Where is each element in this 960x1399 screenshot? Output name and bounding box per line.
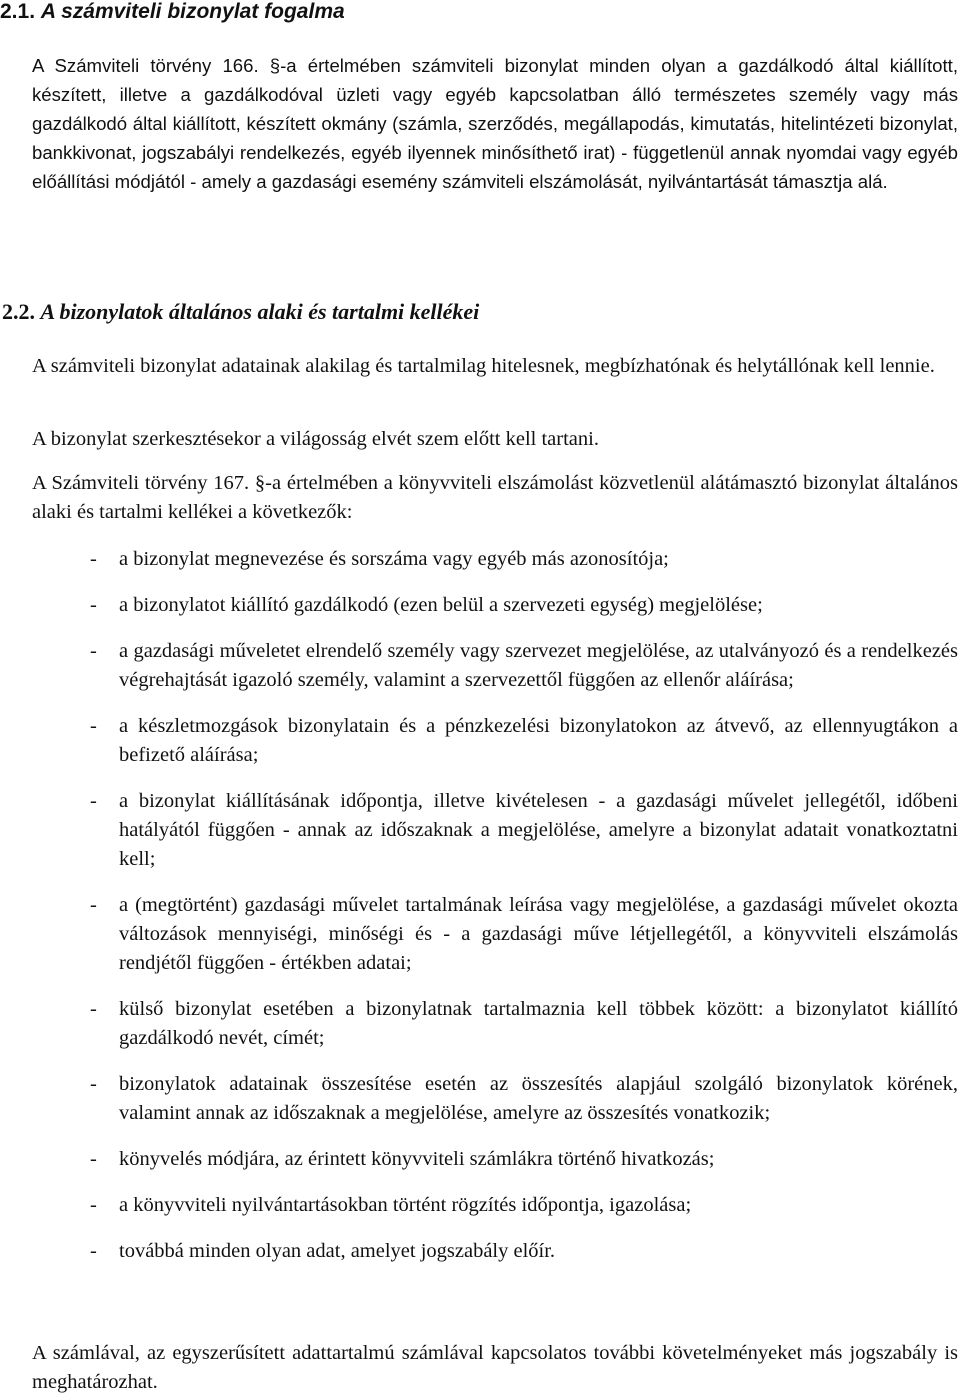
- paragraph-authenticity: A számviteli bizonylat adatainak alakilag és tartalmilag hitelesnek, megbízhatónak és helytállónak kell lennie.: [32, 355, 935, 377]
- paragraph-clarity: A bizonylat szerkesztésekor a világosság elvét szem előtt kell tartani.: [32, 428, 599, 450]
- requirements-list: [32, 545, 958, 1266]
- list-item: [32, 712, 958, 770]
- list-dash: -: [90, 640, 97, 662]
- list-item: [32, 545, 958, 574]
- list-dash: -: [90, 594, 97, 616]
- list-item: [32, 995, 958, 1053]
- list-item-text: bizonylatok adatainak összesítése esetén az összesítés alapjául szolgáló bizonylatok körének, valamint annak az időszaknak a megjelölése, amelyre az összesítés vonatkozik;: [119, 1073, 958, 1124]
- list-item-text: a bizonylat megnevezése és sorszáma vagy egyéb más azonosítója;: [119, 548, 669, 570]
- list-dash: -: [90, 894, 97, 916]
- list-item-text: a könyvviteli nyilvántartásokban történt rögzítés időpontja, igazolása;: [119, 1194, 692, 1216]
- list-item: [32, 1191, 958, 1220]
- list-item-text: a készletmozgások bizonylatain és a pénzkezelési bizonylatokon az átvevő, az ellennyugtákon a befizető aláírása;: [119, 715, 958, 766]
- list-dash: -: [90, 1240, 97, 1262]
- section-number: 2.1.: [0, 0, 36, 23]
- definition-paragraph: A Számviteli törvény 166. §-a értelmében számviteli bizonylat minden olyan a gazdálkodó által kiállított, készített, illetve a gazdálkodóval üzleti vagy egyéb kapcsolatban álló természetes személy vagy más gazdálkodó által kiállított, készített okmány (számla, szerződés, megállapodás, kimutatás, hitelintézeti bizonylat, bankkivonat, jogszabályi rendelkezés, egyéb ilyennek minősíthető irat) - függetlenül annak nyomdai vagy egyéb előállítási módjától - amely a gazdasági esemény számviteli elszámolását, nyilvántartását támasztja alá.: [32, 55, 958, 192]
- section-heading-2-1: [0, 0, 345, 24]
- list-item: [32, 591, 958, 620]
- list-dash: -: [90, 548, 97, 570]
- list-dash: -: [90, 715, 97, 737]
- paragraph-requirements-intro: A Számviteli törvény 167. §-a értelmében a könyvviteli elszámolást közvetlenül alátámasztó bizonylat általános alaki és tartalmi kellékei a következők:: [32, 472, 958, 523]
- list-item: [32, 1145, 958, 1174]
- list-item-text: továbbá minden olyan adat, amelyet jogszabály előír.: [119, 1240, 556, 1262]
- section-title: A számviteli bizonylat fogalma: [40, 0, 345, 23]
- list-dash: -: [90, 1194, 97, 1216]
- list-item: [32, 1070, 958, 1128]
- list-dash: -: [90, 1148, 97, 1170]
- list-item-text: a gazdasági műveletet elrendelő személy vagy szervezet megjelölése, az utalványozó és a rendelkezés végrehajtását igazoló személy, valamint a szervezettől függően az ellenőr aláírása;: [119, 640, 958, 691]
- section-number: 2.2.: [2, 299, 35, 324]
- section-title: A bizonylatok általános alaki és tartalmi kellékei: [40, 299, 480, 324]
- list-item: [32, 891, 958, 978]
- list-item: [32, 787, 958, 874]
- list-item-text: külső bizonylat esetében a bizonylatnak tartalmaznia kell többek között: a bizonylatot kiállító gazdálkodó nevét, címét;: [119, 998, 958, 1049]
- list-item-text: könyvelés módjára, az érintett könyvviteli számlákra történő hivatkozás;: [119, 1148, 715, 1170]
- list-item-text: a (megtörtént) gazdasági művelet tartalmának leírása vagy megjelölése, a gazdasági művelet okozta változások mennyiségi, minőségi és - a gazdasági műve létjellegétől, a könyvviteli elszámolás rendjétől függően - értékben adatai;: [119, 894, 958, 974]
- list-item-text: a bizonylatot kiállító gazdálkodó (ezen belül a szervezeti egység) megjelölése;: [119, 594, 763, 616]
- list-item: [32, 1237, 958, 1266]
- list-item: [32, 637, 958, 695]
- section-heading-2-2: [2, 297, 479, 326]
- list-item-text: a bizonylat kiállításának időpontja, illetve kivételesen - a gazdasági művelet jellegétől, időbeni hatályától függően - annak az időszaknak a megjelölése, amelyre a bizonylat adatait vonatkoztatni kell;: [119, 790, 958, 870]
- list-dash: -: [90, 790, 97, 812]
- closing-paragraph: A számlával, az egyszerűsített adattartalmú számlával kapcsolatos további követelményeket más jogszabály is meghatározhat.: [32, 1342, 958, 1393]
- list-dash: -: [90, 1073, 97, 1095]
- list-dash: -: [90, 998, 97, 1020]
